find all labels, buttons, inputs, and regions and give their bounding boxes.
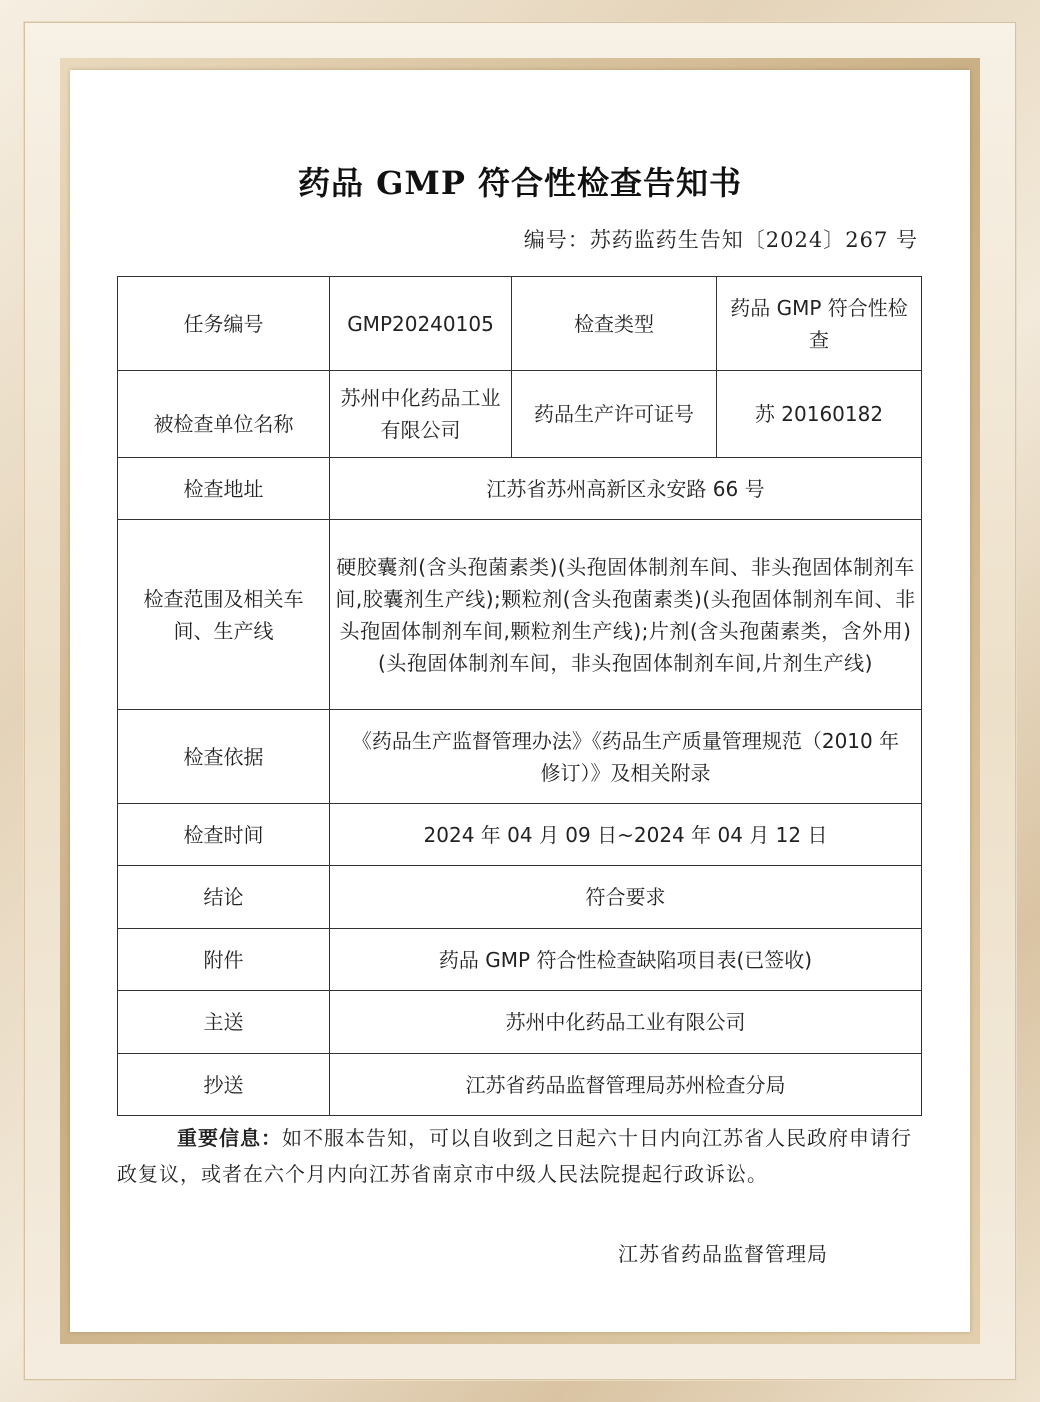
table-row (118, 866, 922, 929)
task-no-label: 任务编号 (118, 277, 330, 371)
table-row (118, 804, 922, 866)
important-notice (117, 1120, 923, 1192)
unit-name-value: 苏州中化药品工业有限公司 (330, 371, 512, 458)
license-label: 药品生产许可证号 (512, 371, 717, 458)
table-row (118, 991, 922, 1054)
inspection-info-table (117, 276, 922, 1116)
table-row (118, 1054, 922, 1116)
conclusion-label: 结论 (118, 866, 330, 929)
address-label: 检查地址 (118, 458, 330, 520)
task-no-value: GMP20240105 (330, 277, 512, 371)
conclusion-value: 符合要求 (330, 866, 922, 929)
cc-label: 抄送 (118, 1054, 330, 1116)
license-value: 苏 20160182 (717, 371, 922, 458)
table-row (118, 710, 922, 804)
scope-label: 检查范围及相关车间、生产线 (118, 520, 330, 710)
attachment-label: 附件 (118, 929, 330, 991)
issuer-signature: 江苏省药品监督管理局 (618, 1242, 828, 1266)
time-value: 2024 年 04 月 09 日~2024 年 04 月 12 日 (330, 804, 922, 866)
basis-value: 《药品生产监督管理办法》《药品生产质量管理规范（2010 年修订）》及相关附录 (330, 710, 922, 804)
table-row (118, 371, 922, 458)
cc-value: 江苏省药品监督管理局苏州检查分局 (330, 1054, 922, 1116)
document-number: 编号：苏药监药生告知〔2024〕267 号 (523, 228, 918, 252)
main-recipient-label: 主送 (118, 991, 330, 1054)
inspection-type-label: 检查类型 (512, 277, 717, 371)
notice-label: 重要信息： (177, 1126, 282, 1150)
document-title: 药品 GMP 符合性检查告知书 (297, 164, 743, 202)
table-row (118, 520, 922, 710)
table-row (118, 277, 922, 371)
table-row (118, 929, 922, 991)
main-recipient-value: 苏州中化药品工业有限公司 (330, 991, 922, 1054)
address-value: 江苏省苏州高新区永安路 66 号 (330, 458, 922, 520)
scope-value: 硬胶囊剂(含头孢菌素类)(头孢固体制剂车间、非头孢固体制剂车间,胶囊剂生产线);颗粒剂(含头孢菌素类)(头孢固体制剂车间、非头孢固体制剂车间,颗粒剂生产线);片剂(含头孢菌素类，含外用)(头孢固体制剂车间，非头孢固体制剂车间,片剂生产线) (330, 520, 922, 710)
basis-label: 检查依据 (118, 710, 330, 804)
table-row (118, 458, 922, 520)
time-label: 检查时间 (118, 804, 330, 866)
notice-text: 如不服本告知，可以自收到之日起六十日内向江苏省人民政府申请行政复议，或者在六个月内向江苏省南京市中级人民法院提起行政诉讼。 (117, 1126, 912, 1186)
attachment-value: 药品 GMP 符合性检查缺陷项目表(已签收) (330, 929, 922, 991)
unit-name-label: 被检查单位名称 (118, 371, 330, 458)
inspection-type-value: 药品 GMP 符合性检查 (717, 277, 922, 371)
